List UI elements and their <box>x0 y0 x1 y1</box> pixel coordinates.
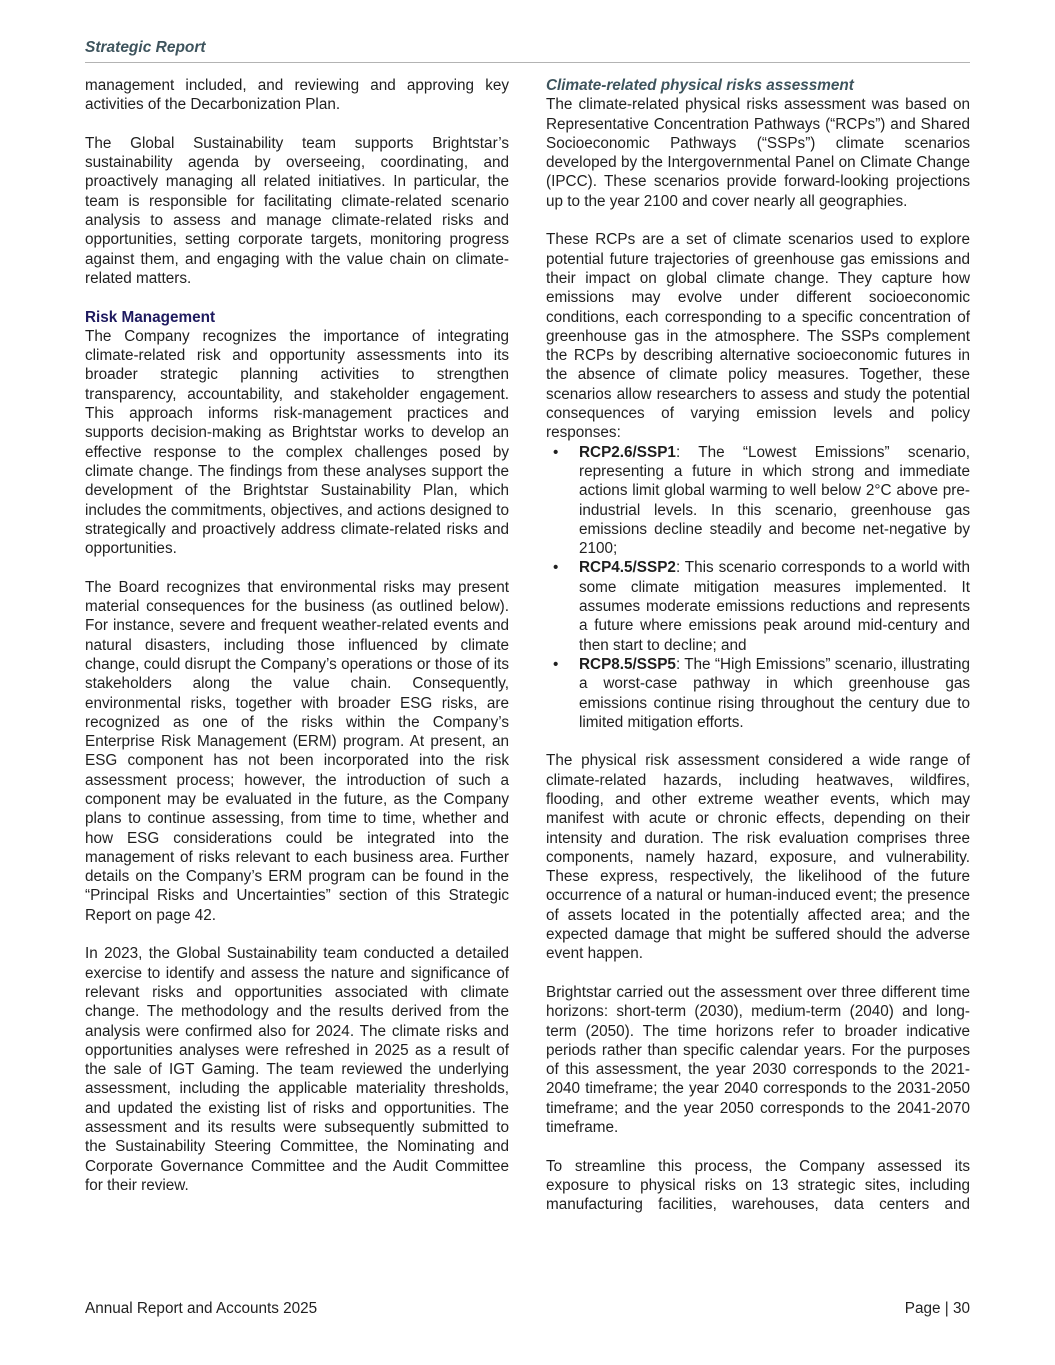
left-column <box>85 76 509 1234</box>
scenario-term: RCP2.6/SSP1 <box>579 443 676 461</box>
paragraph-company-recognizes: The Company recognizes the importance of integrating climate-related risk and opportunity assessments into its broader strategic planning activities to strengthen transparency, accountability, and stakeholder engagement. This approach informs risk-management practices and supports decision-making as Brightstar works to develop an effective response to the complex challenges posed by climate change. The findings from these analyses support the development of the Brightstar Sustainability Plan, which includes the commitments, objectives, and actions designed to strategically and proactively address climate-related risks and opportunities. <box>85 327 509 558</box>
two-column-body <box>85 76 970 1234</box>
section-title: Strategic Report <box>85 39 206 56</box>
page-header <box>85 38 970 71</box>
scenario-description: : The “Lowest Emissions” scenario, representing a future in which strong and immediate actions limit global warming to well below 2°C above pre-industrial levels. In this scenario, greenhouse gas emissions decline steadily and become net-negative by 2100; <box>579 443 970 558</box>
bullet-icon: • <box>553 559 559 577</box>
scenario-bullet-list <box>546 443 970 732</box>
paragraph-2023-exercise: In 2023, the Global Sustainability team conducted a detailed exercise to identify and assess the nature and significance of relevant risks and opportunities associated with climate change. The methodology and the results derived from the analysis were confirmed also for 2024. The climate risks and opportunities analyses were refreshed in 2025 as a result of the sale of IGT Gaming. The team reviewed the underlying assessment, including the applicable materiality thresholds, and updated the existing list of risks and opportunities. The assessment and its results were subsequently submitted to the Sustainability Steering Committee, the Nominating and Corporate Governance Committee and the Audit Committee for their review. <box>85 945 509 1194</box>
scenario-description: : The “High Emissions” scenario, illustrating a worst-case pathway in which greenhouse gas emissions continue rising throughout the century due to limited mitigation efforts. <box>579 655 970 731</box>
footer-page-number: Page | 30 <box>904 1300 970 1317</box>
paragraph-strategic-sites: To streamline this process, the Company assessed its exposure to physical risks on 13 strategic sites, including manufacturing facilities, warehouses, data centers and <box>546 1157 970 1214</box>
list-item-text <box>579 655 970 732</box>
list-item-rcp26-ssp1 <box>546 443 970 559</box>
page-footer <box>85 1299 970 1318</box>
paragraph-decarbonization-plan: management included, and reviewing and approving key activities of the Decarbonization Plan. <box>85 77 509 114</box>
paragraph-rcp-ssp-intro: The climate-related physical risks assessment was based on Representative Concentration Pathways (“RCPs”) and Shared Socioeconomic Pathways (“SSPs”) climate scenarios developed by the Intergovernmental Panel on Climate Change (IPCC). These scenarios provide forward-looking projections up to the year 2100 and cover nearly all geographies. <box>546 96 970 210</box>
list-item-rcp45-ssp2 <box>546 558 970 654</box>
paragraph-board-recognizes: The Board recognizes that environmental risks may present material consequences for the business (as outlined below). For instance, severe and frequent weather-related events and natural disasters, including those influenced by climate change, could disrupt the Company’s operations or those of its stakeholders along the value chain. Consequently, environmental risks, together with broader ESG risks, are recognized as one of the risks within the Company’s Enterprise Risk Management (ERM) program. At present, an ESG component has not been incorporated into the risk assessment process; however, the introduction of such a component may be evaluated in the future, as the Company plans to continue assessing, from time to time, whether and how ESG considerations could be integrated into the management of risks relevant to each business area. Further details on the Company’s ERM program can be found in the “Principal Risks and Uncertainties” section of this Strategic Report on page 42. <box>85 578 509 924</box>
bullet-icon: • <box>553 443 559 461</box>
bullet-icon: • <box>553 655 559 673</box>
list-item-text <box>579 443 970 559</box>
paragraph-hazard-assessment: The physical risk assessment considered a wide range of climate-related hazards, including heatwaves, wildfires, flooding, and other extreme weather events, which may manifest with acute or chronic effects, depending on their intensity and duration. The risk evaluation comprises three components, namely hazard, exposure, and vulnerability. These express, respectively, the likelihood of the future occurrence of a natural or human-induced event; the presence of assets located in the potentially affected area; and the expected damage that might be suffered should the adverse event happen. <box>546 752 970 963</box>
header-divider <box>85 62 970 63</box>
right-column <box>546 76 970 1234</box>
paragraph-rcp-explanation: These RCPs are a set of climate scenarios used to explore potential future trajectories of greenhouse gas emissions and their impact on global climate change. They capture how emissions may evolve under different socioeconomic conditions, each corresponding to a specific concentration of greenhouse gas in the atmosphere. The SSPs complement the RCPs by describing alternative socioeconomic futures in the absence of climate policy measures. Together, these scenarios allow researchers to assess and study the potential consequences of varying emission levels and policy responses: <box>546 231 970 442</box>
scenario-term: RCP8.5/SSP5 <box>579 655 676 673</box>
paragraph-global-sustainability-team: The Global Sustainability team supports Brightstar’s sustainability agenda by overseeing, coordinating, and proactively managing all related initiatives. In particular, the team is responsible for facilitating climate-related scenario analysis to assess and manage climate-related risks and opportunities, setting corporate targets, monitoring progress against them, and engaging with the value chain on climate-related matters. <box>85 134 509 287</box>
physical-risks-heading: Climate-related physical risks assessment <box>546 77 854 94</box>
scenario-description: : This scenario corresponds to a world with some climate mitigation measures implemented. It assumes moderate emissions reductions and represents a future where emissions peak around mid-century and then start to decline; and <box>579 559 970 654</box>
scenario-term: RCP4.5/SSP2 <box>579 559 676 577</box>
list-item-text <box>579 558 970 654</box>
list-item-rcp85-ssp5 <box>546 655 970 732</box>
footer-report-title: Annual Report and Accounts 2025 <box>85 1300 318 1317</box>
risk-management-heading: Risk Management <box>85 308 216 326</box>
paragraph-time-horizons: Brightstar carried out the assessment over three different time horizons: short-term (2030), medium-term (2040) and long-term (2050). The time horizons refer to broader indicative periods rather than specific calendar years. For the purposes of this assessment, the year 2030 corresponds to the 2021-2040 timeframe; the year 2040 corresponds to the 2031-2050 timeframe; and the year 2050 corresponds to the 2041-2070 timeframe. <box>546 983 970 1137</box>
